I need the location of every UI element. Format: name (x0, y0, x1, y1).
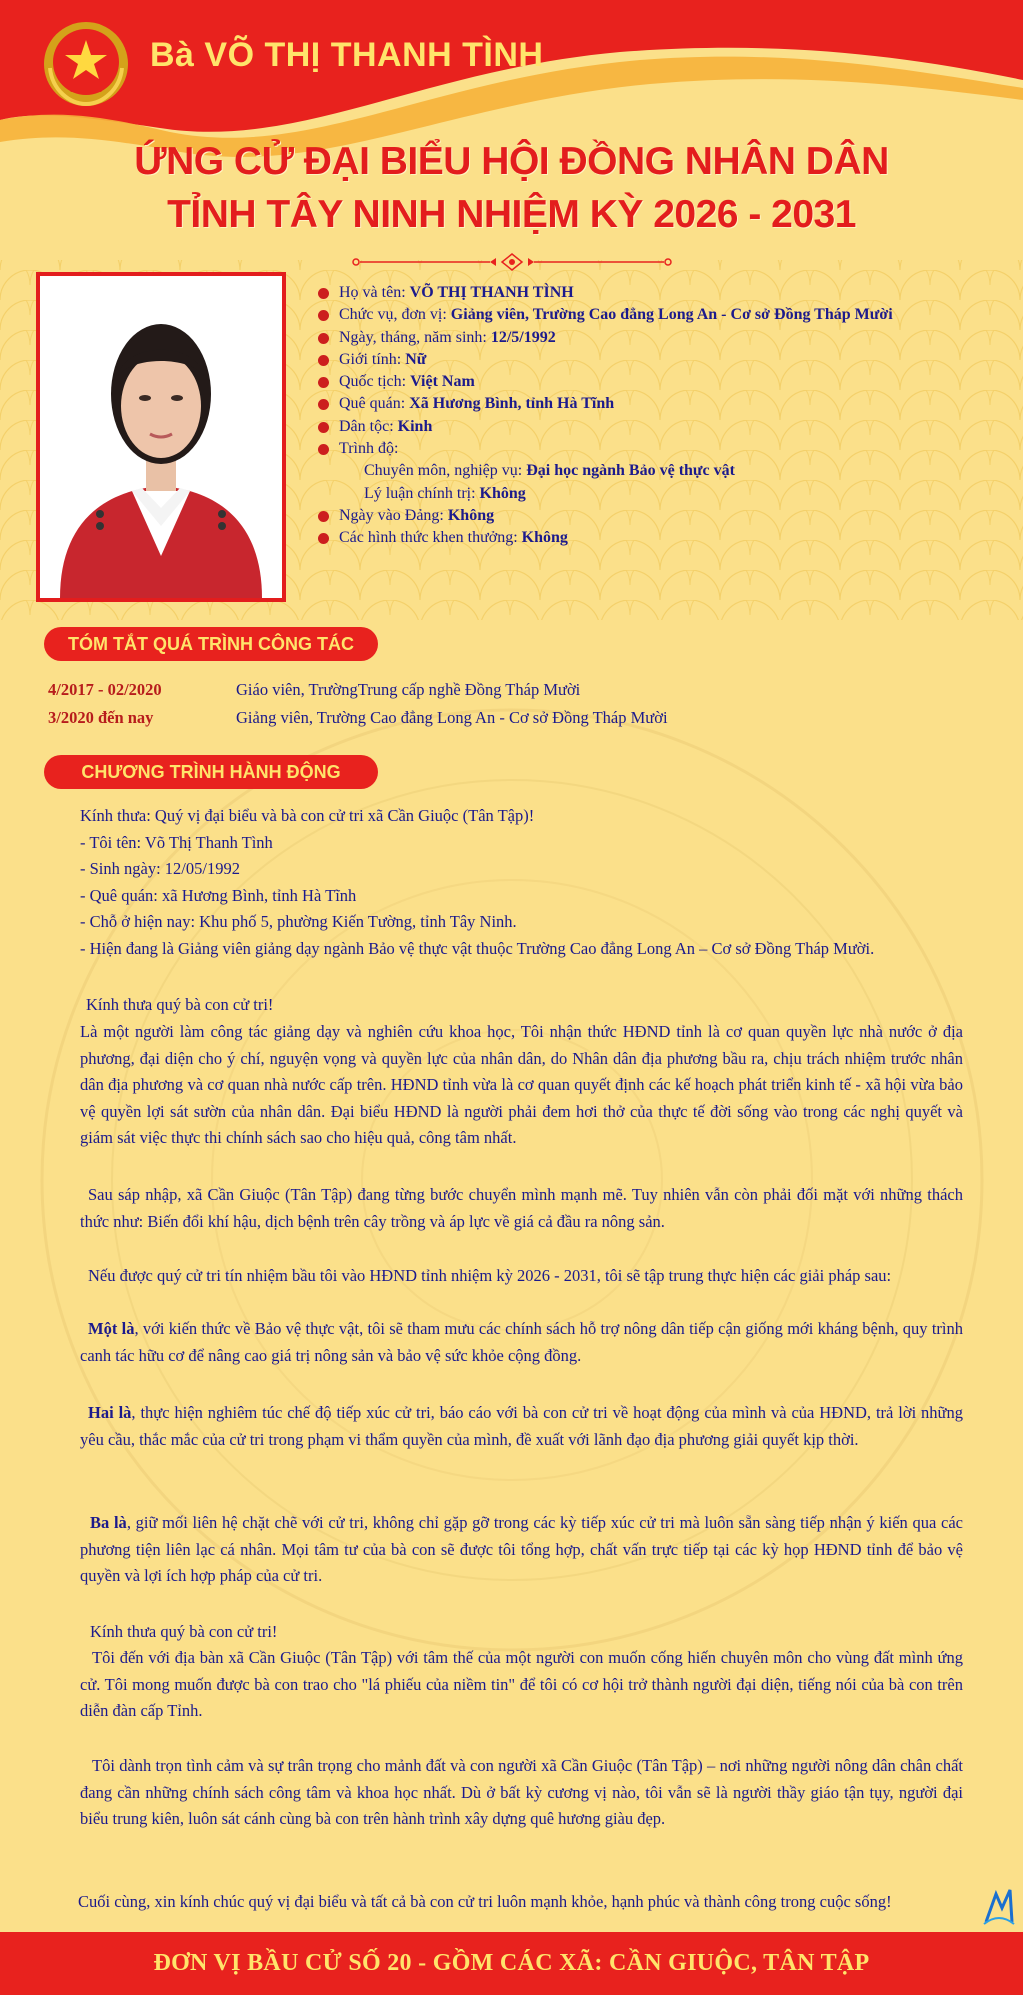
work-row (48, 676, 988, 704)
intro-line: - Sinh ngày: 12/05/1992 (80, 859, 240, 878)
info-value: 12/5/1992 (490, 328, 556, 346)
bullet-icon (318, 377, 329, 388)
candidate-info-list (316, 282, 996, 550)
paragraph-text (80, 1510, 963, 1590)
solution-lead: Một là (88, 1319, 135, 1338)
intro-line: - Quê quán: xã Hương Bình, tỉnh Hà Tĩnh (80, 885, 357, 905)
info-value: Kinh (397, 417, 433, 435)
closing-line: Cuối cùng, xin kính chúc quý vị đại biểu và tất cả bà con cử tri luôn mạnh khỏe, hạnh phúc và thành công trong cuộc sống! (78, 1892, 892, 1911)
paragraph-text (80, 1400, 963, 1453)
info-label: Dân tộc: (339, 417, 398, 435)
action-intro (80, 803, 963, 962)
page-title-line1: ỨNG CỬ ĐẠI BIỂU HỘI ĐỒNG NHÂN DÂN (134, 140, 889, 183)
info-value: VÕ THỊ THANH TÌNH (409, 284, 574, 301)
footer-text: ĐƠN VỊ BẦU CỬ SỐ 20 - GỒM CÁC XÃ: CẦN GIUỘC, TÂN TẬP (153, 1950, 870, 1976)
info-label: Quốc tịch: (339, 373, 411, 391)
paragraph-text: Là một người làm công tác giảng dạy và nghiên cứu khoa học, Tôi nhận thức HĐND tỉnh là cơ quan quyền lực nhà nước ở địa phương, đại diện cho ý chí, nguyện vọng và quyền lực của nhân dân, do Nhân dân địa phương bầu ra, chịu trách nhiệm trước nhân dân địa phương và cơ quan nhà nước cấp trên. HĐND tỉnh vừa là cơ quan quyết định các kế hoạch phát triển kinh tế - xã hội vừa bảo vệ quyền lợi sát sườn của nhân dân. Đại biểu HĐND là người phải đem hơi thở của thực tế đời sống vào trong các nghị quyết và giám sát việc thực thi chính sách sao cho hiệu quả, công tâm nhất. (80, 1022, 963, 1147)
info-value: Giảng viên, Trường Cao đẳng Long An - Cơ sở Đồng Tháp Mười (450, 306, 893, 324)
page-title-line2: TỈNH TÂY NINH NHIỆM KỲ 2026 - 2031 (167, 193, 856, 236)
info-row-name (316, 282, 996, 304)
info-label: Giới tính: (339, 350, 406, 368)
info-label: Họ và tên: (339, 284, 410, 301)
ornamental-divider (350, 252, 674, 272)
solution-lead: Hai là (88, 1403, 132, 1422)
bullet-icon (318, 310, 329, 321)
info-value: Nữ (405, 350, 427, 368)
paragraph-text: Tôi đến với địa bàn xã Cần Giuộc (Tân Tập) với tâm thế của một người con muốn cống hiến chuyên môn cho vùng đất mình ứng cử. Tôi mong muốn được bà con trao cho "lá phiếu của niềm tin" để tôi có cơ hội trở thành người đại diện, tiếng nói của bà con trên diễn đàn cấp Tỉnh. (80, 1648, 963, 1720)
info-row-political (316, 483, 996, 505)
bullet-icon (318, 444, 329, 455)
paragraph-text (80, 1316, 963, 1369)
paragraph-7 (80, 1645, 963, 1725)
work-period: 3/2020 đến nay (48, 708, 154, 727)
work-history-list (48, 676, 988, 732)
work-row (48, 704, 988, 732)
info-value: Không (479, 484, 526, 502)
info-row-hometown (316, 393, 996, 415)
info-row-education (316, 438, 996, 460)
tn-logo-icon (982, 1886, 1016, 1926)
solution-text: , với kiến thức về Bảo vệ thực vật, tôi sẽ tham mưu các chính sách hỗ trợ nông dân tiếp cận giống mới kháng bệnh, quy trình canh tác hữu cơ để nâng cao giá trị nông sản và bảo vệ sức khỏe cộng đồng. (80, 1319, 963, 1365)
info-row-ethnicity (316, 416, 996, 438)
paragraph-8 (80, 1753, 963, 1833)
paragraph-solution-3 (80, 1510, 963, 1590)
info-label: Lý luận chính trị: (364, 484, 480, 502)
bullet-icon (318, 533, 329, 544)
bullet-icon (318, 399, 329, 410)
greeting-2: Kính thưa quý bà con cử tri! (90, 1622, 278, 1641)
info-row-party (316, 505, 996, 527)
info-row-gender (316, 349, 996, 371)
info-value: Không (447, 506, 495, 524)
bullet-icon (318, 333, 329, 344)
info-row-specialty (316, 460, 996, 482)
solution-text: , giữ mối liên hệ chặt chẽ với cử tri, không chỉ gặp gỡ trong các kỳ tiếp xúc cử tri mà luôn sẵn sàng tiếp nhận ý kiến qua các phương tiện liên lạc cá nhân. Mọi tâm tư của bà con sẽ được tôi tổng hợp, chất vấn trực tiếp tại các kỳ họp HĐND tỉnh để bảo vệ quyền và lợi ích hợp pháp của cử tri. (80, 1513, 963, 1585)
info-value: Không (521, 529, 568, 547)
info-label: Chức vụ, đơn vị: (339, 306, 451, 324)
national-emblem-icon (40, 18, 132, 110)
info-row-dob (316, 327, 996, 349)
intro-line: - Tôi tên: Võ Thị Thanh Tình (80, 832, 273, 852)
intro-line: - Hiện đang là Giảng viên giảng dạy ngành Bảo vệ thực vật thuộc Trường Cao đẳng Long An – Cơ sở Đồng Tháp Mười. (80, 938, 875, 958)
info-label: Ngày vào Đảng: (339, 506, 448, 524)
info-value: Đại học ngành Bảo vệ thực vật (526, 462, 735, 480)
paragraph-text: Tôi dành trọn tình cảm và sự trân trọng cho mảnh đất và con người xã Cần Giuộc (Tân Tập) – nơi những người nông dân chân chất đang cần những chính sách công tâm và khoa học nhất. Dù ở bất kỳ cương vị nào, tôi vẫn sẽ là người thầy giáo tận tụy, người đại biểu trung kiên, luôn sát cánh cùng bà con trên hành trình xây dựng quê hương giàu đẹp. (80, 1756, 963, 1828)
intro-line: Kính thưa: Quý vị đại biểu và bà con cử tri xã Cần Giuộc (Tân Tập)! (80, 806, 535, 825)
work-description: Giáo viên, TrườngTrung cấp nghề Đồng Tháp Mười (236, 680, 581, 699)
action-section-heading: CHƯƠNG TRÌNH HÀNH ĐỘNG (44, 755, 378, 789)
info-label: Chuyên môn, nghiệp vụ: (364, 462, 527, 480)
solution-lead: Ba là (90, 1513, 127, 1532)
intro-line: - Chỗ ở hiện nay: Khu phố 5, phường Kiến Tường, tỉnh Tây Ninh. (80, 912, 517, 931)
work-section-heading: TÓM TẮT QUÁ TRÌNH CÔNG TÁC (44, 627, 378, 661)
info-row-nationality (316, 371, 996, 393)
bullet-icon (318, 288, 329, 299)
work-period: 4/2017 - 02/2020 (48, 680, 162, 699)
info-label: Trình độ: (339, 440, 399, 458)
info-value: Xã Hương Bình, tỉnh Hà Tĩnh (409, 395, 615, 413)
bullet-icon (318, 355, 329, 366)
paragraph-text: Nếu được quý cử tri tín nhiệm bầu tôi vào HĐND tỉnh nhiệm kỳ 2026 - 2031, tôi sẽ tập trung thực hiện các giải pháp sau: (88, 1266, 892, 1285)
info-row-awards (316, 527, 996, 549)
info-label: Quê quán: (339, 395, 410, 413)
greeting-1: Kính thưa quý bà con cử tri! (86, 995, 274, 1014)
bullet-icon (318, 511, 329, 522)
bullet-icon (318, 422, 329, 433)
candidate-header-name: Bà VÕ THỊ THANH TÌNH (150, 36, 544, 74)
work-description: Giảng viên, Trường Cao đẳng Long An - Cơ sở Đồng Tháp Mười (236, 708, 668, 727)
solution-text: , thực hiện nghiêm túc chế độ tiếp xúc cử tri, báo cáo với bà con cử tri về hoạt động của mình và của HĐND, trả lời những yêu cầu, thắc mắc của cử tri trong phạm vi thẩm quyền của mình, đề xuất với lãnh đạo địa phương giải quyết kịp thời. (80, 1403, 963, 1449)
paragraph-solution-1 (80, 1316, 963, 1369)
info-label: Ngày, tháng, năm sinh: (339, 328, 491, 346)
paragraph-1 (80, 1019, 963, 1152)
info-row-position (316, 304, 996, 326)
info-label: Các hình thức khen thưởng: (339, 529, 522, 547)
info-value: Việt Nam (410, 373, 475, 391)
paragraph-3 (80, 1263, 963, 1290)
paragraph-text: Sau sáp nhập, xã Cần Giuộc (Tân Tập) đang từng bước chuyển mình mạnh mẽ. Tuy nhiên vẫn còn phải đối mặt với những thách thức như: Biến đổi khí hậu, dịch bệnh trên cây trồng và áp lực về giá cả đầu ra nông sản. (80, 1185, 963, 1231)
candidate-portrait (36, 272, 286, 602)
paragraph-2 (80, 1182, 963, 1235)
portrait-image (40, 276, 282, 598)
paragraph-solution-2 (80, 1400, 963, 1453)
